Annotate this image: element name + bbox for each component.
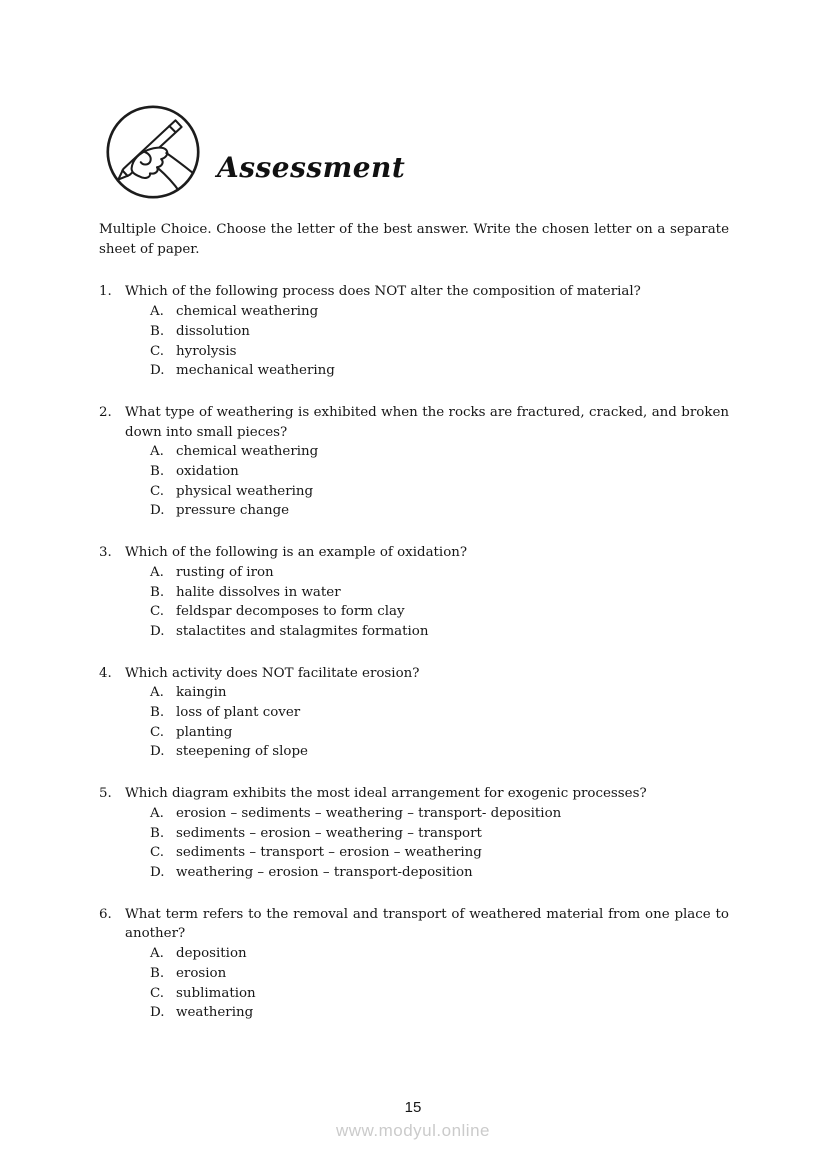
questions-list xyxy=(99,282,729,1023)
option-letter: C. xyxy=(150,483,165,499)
option-row xyxy=(99,804,729,824)
option-text: erosion – sediments – weathering – transport- deposition xyxy=(176,805,562,821)
question-number: 1. xyxy=(99,284,112,300)
option-letter: C. xyxy=(150,343,165,359)
option-row xyxy=(99,462,729,482)
option-row xyxy=(99,563,729,583)
option-letter: D. xyxy=(150,744,165,760)
options-list xyxy=(99,442,729,521)
option-letter: A. xyxy=(150,564,164,580)
option-letter: B. xyxy=(150,323,165,339)
option-letter: C. xyxy=(150,724,165,740)
option-text: physical weathering xyxy=(176,483,314,499)
option-letter: D. xyxy=(150,363,165,379)
option-row xyxy=(99,583,729,603)
option-letter: D. xyxy=(150,864,165,880)
question-number: 6. xyxy=(99,906,112,922)
option-letter: A. xyxy=(150,805,164,821)
option-text: deposition xyxy=(176,946,247,962)
option-letter: D. xyxy=(150,623,165,639)
question-item xyxy=(99,282,729,381)
option-text: weathering xyxy=(176,1005,254,1021)
option-row xyxy=(99,361,729,381)
page-title: Assessment xyxy=(217,150,406,184)
option-text: loss of plant cover xyxy=(176,705,301,721)
options-list xyxy=(99,804,729,883)
options-list xyxy=(99,683,729,762)
option-row xyxy=(99,742,729,762)
option-letter: B. xyxy=(150,705,165,721)
page-number: 15 xyxy=(404,1099,422,1116)
option-letter: B. xyxy=(150,464,165,480)
writing-hand-icon xyxy=(104,103,202,201)
option-row xyxy=(99,1003,729,1023)
option-row xyxy=(99,482,729,502)
question-text: Which of the following is an example of oxidation? xyxy=(125,545,468,561)
option-row xyxy=(99,602,729,622)
question-text: Which of the following process does NOT alter the composition of material? xyxy=(125,284,641,300)
option-letter: D. xyxy=(150,1005,165,1021)
option-letter: A. xyxy=(150,304,164,320)
question-number: 3. xyxy=(99,545,112,561)
option-letter: A. xyxy=(150,444,164,460)
option-text: chemical weathering xyxy=(176,304,319,320)
question-item xyxy=(99,664,729,763)
watermark-text: www.modyul.online xyxy=(335,1121,490,1140)
option-row xyxy=(99,964,729,984)
question-row xyxy=(99,403,729,442)
option-letter: A. xyxy=(150,685,164,701)
option-row xyxy=(99,944,729,964)
option-text: mechanical weathering xyxy=(176,363,335,379)
option-text: stalactites and stalagmites formation xyxy=(176,623,429,639)
option-row xyxy=(99,863,729,883)
option-letter: C. xyxy=(150,604,165,620)
option-text: feldspar decomposes to form clay xyxy=(176,604,405,620)
options-list xyxy=(99,944,729,1023)
option-row xyxy=(99,703,729,723)
question-text: What type of weathering is exhibited when the rocks are fractured, cracked, and broken down into small pieces? xyxy=(125,404,729,440)
option-letter: C. xyxy=(150,845,165,861)
question-number: 4. xyxy=(99,665,112,681)
option-text: pressure change xyxy=(176,503,290,519)
option-row xyxy=(99,984,729,1004)
option-row xyxy=(99,322,729,342)
option-text: erosion xyxy=(176,965,227,981)
option-text: sediments – erosion – weathering – transport xyxy=(176,825,482,841)
options-list xyxy=(99,563,729,642)
option-letter: B. xyxy=(150,584,165,600)
option-text: oxidation xyxy=(176,464,239,480)
question-row xyxy=(99,543,729,563)
option-text: steepening of slope xyxy=(176,744,308,760)
option-row xyxy=(99,501,729,521)
question-text: Which diagram exhibits the most ideal arrangement for exogenic processes? xyxy=(125,786,647,802)
option-row xyxy=(99,723,729,743)
option-text: rusting of iron xyxy=(176,564,274,580)
option-row xyxy=(99,342,729,362)
option-row xyxy=(99,843,729,863)
question-item xyxy=(99,403,729,521)
question-number: 2. xyxy=(99,404,112,420)
option-letter: A. xyxy=(150,946,164,962)
question-row xyxy=(99,664,729,684)
option-row xyxy=(99,622,729,642)
question-text: Which activity does NOT facilitate erosion? xyxy=(125,665,420,681)
option-text: weathering – erosion – transport-deposition xyxy=(176,864,473,880)
question-item xyxy=(99,543,729,642)
option-row xyxy=(99,683,729,703)
option-text: sediments – transport – erosion – weathering xyxy=(176,845,482,861)
question-row xyxy=(99,784,729,804)
option-letter: C. xyxy=(150,985,165,1001)
option-letter: D. xyxy=(150,503,165,519)
option-text: planting xyxy=(176,724,233,740)
option-row xyxy=(99,824,729,844)
option-letter: B. xyxy=(150,965,165,981)
question-item xyxy=(99,784,729,883)
question-row xyxy=(99,905,729,944)
option-row xyxy=(99,302,729,322)
option-text: kaingin xyxy=(176,685,227,701)
question-number: 5. xyxy=(99,786,112,802)
options-list xyxy=(99,302,729,381)
question-row xyxy=(99,282,729,302)
option-row xyxy=(99,442,729,462)
option-text: halite dissolves in water xyxy=(176,584,341,600)
question-text: What term refers to the removal and transport of weathered material from one place to another? xyxy=(125,906,729,942)
option-text: dissolution xyxy=(176,323,250,339)
option-text: hyrolysis xyxy=(176,343,237,359)
option-text: sublimation xyxy=(176,985,256,1001)
option-letter: B. xyxy=(150,825,165,841)
question-item xyxy=(99,905,729,1023)
instructions-text: Multiple Choice. Choose the letter of the best answer. Write the chosen letter on a separate sheet of paper. xyxy=(99,222,729,257)
option-text: chemical weathering xyxy=(176,444,319,460)
assessment-body xyxy=(99,220,729,1045)
